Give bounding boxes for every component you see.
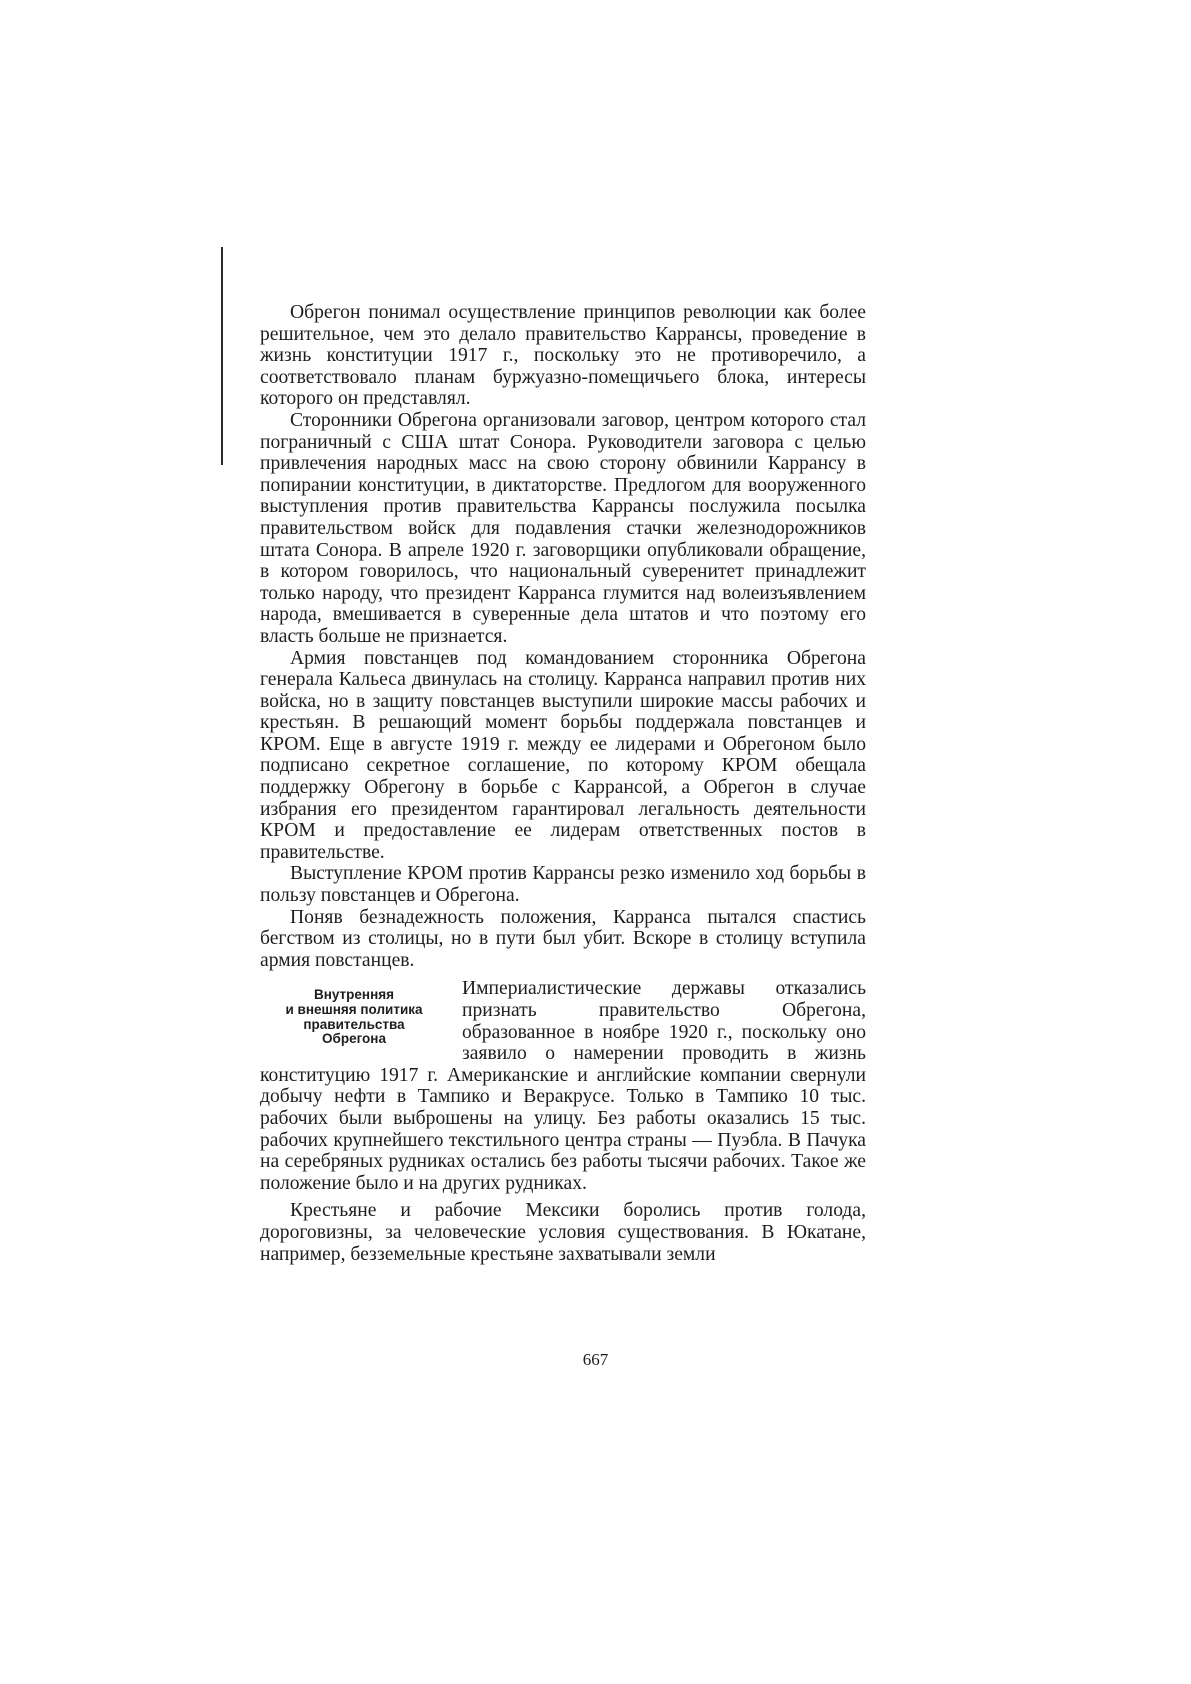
section-sidehead xyxy=(260,988,448,1046)
sidehead-line-1: Внутренняя xyxy=(313,987,394,1003)
margin-rule xyxy=(221,247,223,465)
final-paragraph: Крестьяне и рабочие Мексики боролись против голода, дороговизны, за человеческие условия существования. В Юкатане, например, безземельные крестьяне захватывали земли xyxy=(260,1200,866,1265)
paragraph-2: Сторонники Обрегона организовали заговор, центром которого стал пограничный с США штат Сонора. Руководители заговора с целью привлечения народных масс на свою сторону обвинили Каррансу в попирании конституции, в диктаторстве. Предлогом для вооруженного выступления против правительства Каррансы послужила посылка правительством войск для подавления стачки железнодорожников штата Сонора. В апреле 1920 г. заговорщики опубликовали обращение, в котором говорилось, что национальный суверенитет принадлежит только народу, что президент Карранса глумится над волеизъявлением народа, вмешивается в суверенные дела штатов и что поэтому его власть больше не признается. xyxy=(260,409,866,647)
sidehead-line-3: правительства xyxy=(303,1016,405,1032)
page-text xyxy=(260,302,866,1265)
sidehead-line-4: Обрегона xyxy=(322,1031,386,1047)
section-block xyxy=(260,978,866,1194)
page-number: 667 xyxy=(582,1350,609,1369)
paragraph-5: Поняв безнадежность положения, Карранса пытался спастись бегством из столицы, но в пути был убит. Вскоре в столицу вступила армия повстанцев. xyxy=(260,906,866,971)
sidehead-line-2: и внешняя политика xyxy=(285,1002,423,1017)
paragraph-3: Армия повстанцев под командованием сторонника Обрегона генерала Кальеса двинулась на столицу. Карранса направил против них войска, но в защиту повстанцев выступили широкие массы рабочих и крестьян. В решающий момент борьбы поддержала повстанцев и КРОМ. Еще в августе 1919 г. между ее лидерами и Обрегоном было подписано секретное соглашение, по которому КРОМ обещала поддержку Обрегону в борьбе с Каррансой, а Обрегон в случае избрания его президентом гарантировал легальность деятельности КРОМ и предоставление ее лидерам ответственных постов в правительстве. xyxy=(260,647,866,863)
paragraph-1: Обрегон понимал осуществление принципов революции как более решительное, чем это делало правительство Каррансы, проведение в жизнь конституции 1917 г., поскольку это не противоречило, а соответствовало планам буржуазно-помещичьего блока, интересы которого он представлял. xyxy=(260,302,866,410)
paragraph-4: Выступление КРОМ против Каррансы резко изменило ход борьбы в пользу повстанцев и Обрегона. xyxy=(260,863,866,907)
section-paragraph: Империалистические державы отказались признать правительство Обрегона, образованное в ноябре 1920 г., поскольку оно заявило о намерении проводить в жизнь конституцию 1917 г. Американские и английские компании свернули добычу нефти в Тампико и Веракрусе. Только в Тампико 10 тыс. рабочих были выброшены на улицу. Без работы оказались 15 тыс. рабочих крупнейшего текстильного центра страны — Пуэбла. В Пачука на серебряных рудниках остались без работы тысячи рабочих. Такое же положение было и на других рудниках. xyxy=(260,978,866,1194)
